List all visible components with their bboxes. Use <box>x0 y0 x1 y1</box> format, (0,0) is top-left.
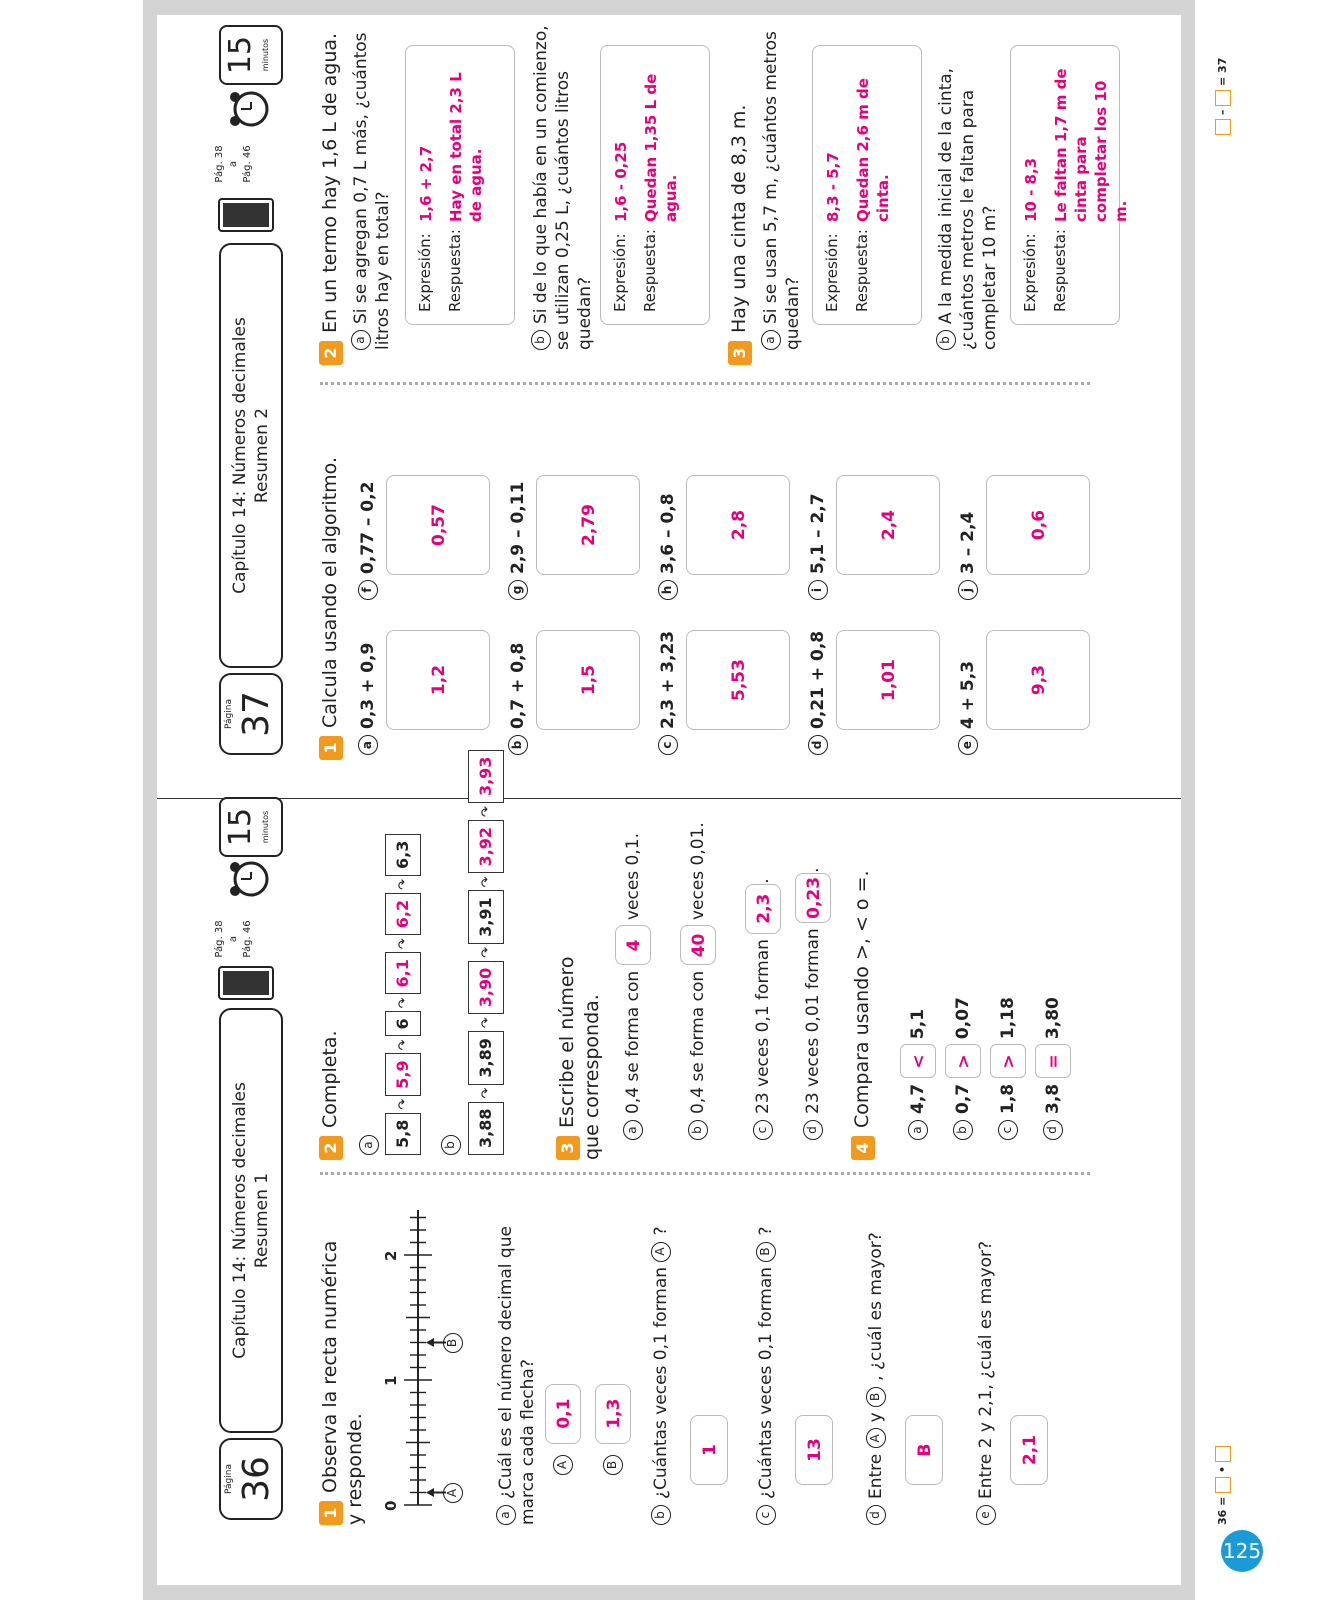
q2-badge: 2 <box>319 1136 343 1160</box>
q3c-answer: 2,3 <box>745 884 781 934</box>
q2a-item: 6 <box>385 1011 421 1036</box>
q2a-letter: a <box>351 330 371 350</box>
q3b-letter: b <box>936 330 956 350</box>
calc-expression: 3 – 2,4 <box>958 511 978 574</box>
time-value: 15 <box>223 807 258 847</box>
q1a-marker-a: A <box>553 1455 573 1475</box>
q4d-answer: = <box>1035 1044 1071 1078</box>
calc-letter: j <box>958 580 978 600</box>
q1a-marker-b: B <box>603 1455 623 1475</box>
calc-item-g <box>508 482 528 600</box>
tick-label-0: 0 <box>382 1500 400 1511</box>
q1d-post: , ¿cuál es mayor? <box>866 1232 886 1381</box>
q1e-text: Entre 2 y 2,1, ¿cuál es mayor? <box>976 1240 996 1499</box>
number-line <box>382 1205 462 1525</box>
expr-label: Expresión: <box>823 233 841 312</box>
footer-text: 36 = <box>1216 1496 1229 1525</box>
q1a-letter: a <box>496 1505 516 1525</box>
ref-to-word: a <box>228 935 239 943</box>
chapter-header <box>219 243 283 668</box>
time-unit: minutos <box>261 810 270 844</box>
q3c-text: 23 veces 0,1 forman <box>753 939 773 1114</box>
q3a-letter: a <box>623 1120 643 1140</box>
calc-item-c <box>658 631 678 755</box>
q1d-pre: Entre <box>866 1453 886 1499</box>
tick-label-2: 2 <box>382 1250 400 1261</box>
q2b-item: 3,89 <box>468 1031 504 1084</box>
ref-from: Pág. 38 <box>214 920 225 958</box>
q4b-answer: > <box>945 1044 981 1078</box>
q1b-end: ? <box>651 1226 671 1236</box>
expr-label: Expresión: <box>416 233 434 312</box>
q1d-letter: d <box>866 1505 886 1525</box>
calc-expression: 0,21 + 0,8 <box>808 630 828 729</box>
q2b-expression: 1,6 - 0,25 <box>612 141 630 222</box>
q3a-letter: a <box>761 330 781 350</box>
calc-expression: 0,3 + 0,9 <box>358 642 378 729</box>
q3c-letter: c <box>753 1120 773 1140</box>
q3b-answer-box <box>1010 45 1130 325</box>
q2b-item: 3,90 <box>468 961 504 1014</box>
q4a-left: 4,7 <box>908 1083 928 1114</box>
q3a-answer-box <box>812 45 922 325</box>
footer-text: = 37 <box>1216 57 1229 86</box>
page-number: 37 <box>236 691 277 737</box>
calc-item-i <box>808 493 828 600</box>
q3c <box>745 810 781 1140</box>
q2a-item: 6,3 <box>385 834 421 876</box>
q2a-text: Si se agregan 0,7 L más, ¿cuántos litros hay en total? <box>351 32 393 350</box>
ref-to-word: a <box>228 160 239 168</box>
q4c-letter: c <box>998 1120 1018 1140</box>
q4d-right: 3,80 <box>1043 997 1063 1040</box>
q3c-tail: . <box>753 878 773 884</box>
q2a-item: 6,1 <box>385 952 421 994</box>
q2b-letter: b <box>531 330 551 350</box>
calc-answer: 1,2 <box>386 630 490 730</box>
calc-expression: 0,7 + 0,8 <box>508 642 528 729</box>
q2-title: En un termo hay 1,6 L de agua. <box>319 32 341 333</box>
calc-answer: 0,57 <box>386 475 490 575</box>
book-reference <box>213 138 281 190</box>
page-number-box <box>219 1438 283 1520</box>
q2a-letter: a <box>359 1135 379 1155</box>
q3b-answer: 40 <box>680 925 716 965</box>
q1c-text: ¿Cuántas veces 0,1 forman <box>756 1266 776 1499</box>
calc-answer: 2,8 <box>686 475 790 575</box>
q3a-answer: 4 <box>615 925 651 965</box>
q2a <box>350 20 394 350</box>
page-37 <box>0 10 1339 795</box>
calc-expression: 3,6 – 0,8 <box>658 493 678 574</box>
q1-title-row <box>318 1235 367 1525</box>
book-icon <box>215 955 279 1003</box>
q1c <box>755 1185 777 1525</box>
resp-label: Respuesta: <box>853 229 871 312</box>
q1-badge: 1 <box>319 736 343 760</box>
q1d-marker-a: A <box>866 1428 886 1448</box>
calc-expression: 5,1 – 2,7 <box>808 493 828 574</box>
q1a-answer-a: 0,1 <box>545 1384 581 1444</box>
q1-title-row <box>318 457 343 760</box>
q4b <box>945 997 981 1140</box>
page-label: Página <box>224 1464 234 1494</box>
book-page-number: 125 <box>1221 1530 1263 1572</box>
q3-title-row <box>727 105 752 365</box>
calc-expression: 2,9 – 0,11 <box>508 481 528 574</box>
q1d-answer: B <box>905 1415 943 1485</box>
calc-letter: i <box>808 580 828 600</box>
q2b-text: Si de lo que había en un comienzo, se utilizan 0,25 L, ¿cuántos litros quedan? <box>531 25 595 350</box>
q2a-response: Hay en total 2,3 L de agua. <box>447 72 485 222</box>
calc-item-d <box>808 631 828 755</box>
q1-badge: 1 <box>319 1501 343 1525</box>
q1a <box>495 1195 539 1525</box>
q2a-sequence: 5,8↷5,9↷6↷6,1↷6,2↷6,3 <box>385 834 421 1155</box>
resp-label: Respuesta: <box>1051 229 1069 312</box>
q2a-item: 5,9 <box>385 1053 421 1095</box>
q4c-answer: > <box>990 1044 1026 1078</box>
calc-answer: 5,53 <box>686 630 790 730</box>
expr-label: Expresión: <box>611 233 629 312</box>
calc-item-a <box>358 643 378 755</box>
calc-expression: 0,77 – 0,2 <box>358 481 378 574</box>
q2a-expression: 1,6 + 2,7 <box>417 145 435 222</box>
chapter-header <box>219 1008 283 1433</box>
time-value: 15 <box>223 35 258 75</box>
q4a-right: 5,1 <box>908 1008 928 1040</box>
calc-expression: 2,3 + 3,23 <box>658 630 678 729</box>
q3a-text: 0,4 se forma con <box>623 970 643 1114</box>
page-number: 36 <box>236 1456 277 1502</box>
time-box <box>219 25 283 85</box>
time-unit: minutos <box>261 38 270 72</box>
page-number-box <box>219 673 283 755</box>
q4b-letter: b <box>953 1120 973 1140</box>
q3b <box>680 810 716 1140</box>
q3b-tail: veces 0,01. <box>688 822 708 921</box>
q4a-answer: < <box>900 1044 936 1078</box>
q2-badge: 2 <box>319 341 343 365</box>
q1-title: Calcula usando el algoritmo. <box>319 457 341 728</box>
q3d <box>795 810 831 1140</box>
calc-answer: 2,4 <box>836 475 940 575</box>
summary-title: Resumen 2 <box>252 407 272 504</box>
q3-title: Hay una cinta de 8,3 m. <box>728 104 750 333</box>
calc-answer: 1,5 <box>536 630 640 730</box>
tick-label-1: 1 <box>382 1375 400 1386</box>
calc-letter: g <box>508 580 528 600</box>
ref-to: Pág. 46 <box>242 920 253 958</box>
q2a-answer-box <box>405 45 515 325</box>
q1b <box>650 1185 672 1525</box>
calc-letter: e <box>958 735 978 755</box>
q4c-left: 1,8 <box>998 1083 1018 1114</box>
calc-item-f <box>358 482 378 600</box>
q2b-item: 3,88 <box>468 1102 504 1155</box>
q3a-tail: veces 0,1. <box>623 833 643 921</box>
q4d <box>1035 997 1071 1140</box>
q4-title-row <box>850 870 875 1160</box>
book-icon <box>215 187 279 235</box>
q1d-mid: y <box>866 1412 886 1423</box>
calc-letter: a <box>358 735 378 755</box>
calc-letter: d <box>808 735 828 755</box>
q2b <box>530 20 596 350</box>
q3a <box>615 810 651 1140</box>
q2b-sequence: 3,88↷3,89↷3,90↷3,91↷3,92↷3,93 <box>468 750 504 1155</box>
q2b-letter: b <box>441 1135 461 1155</box>
ref-to: Pág. 46 <box>242 145 253 183</box>
q3d-letter: d <box>803 1120 823 1140</box>
q4d-left: 3,8 <box>1043 1083 1063 1114</box>
q3b-text: 0,4 se forma con <box>688 970 708 1114</box>
q1d <box>865 1185 887 1525</box>
q2-title: Completa. <box>319 1030 341 1128</box>
page36-footer: 36 = • <box>1215 1446 1231 1525</box>
q3b-letter: b <box>688 1120 708 1140</box>
q3a-response: Quedan 2,6 m de cinta. <box>854 78 892 222</box>
calc-answer: 2,79 <box>536 475 640 575</box>
page37-footer: – = 37 <box>1215 58 1231 135</box>
q1d-marker-b: B <box>866 1387 886 1407</box>
calc-item-h <box>658 493 678 600</box>
q2a-item: 6,2 <box>385 893 421 935</box>
page-36 <box>0 756 1339 1585</box>
calc-answer: 0,6 <box>986 475 1090 575</box>
q4a <box>900 1009 936 1140</box>
q4a-letter: a <box>908 1120 928 1140</box>
q3-badge: 3 <box>556 1136 580 1160</box>
q4c-right: 1,18 <box>998 997 1018 1040</box>
chapter-title: Capítulo 14: Números decimales <box>230 317 250 594</box>
q1b-text: ¿Cuántas veces 0,1 forman <box>651 1266 671 1499</box>
q1a-text: ¿Cuál es el número decimal que marca cada flecha? <box>496 1226 538 1525</box>
column-separator <box>320 382 1090 385</box>
q3-title: Escribe el número que corresponda. <box>556 956 603 1160</box>
column-separator <box>320 1172 1090 1175</box>
q3d-tail: . <box>803 867 823 873</box>
q1b-letter: b <box>651 1505 671 1525</box>
resp-label: Respuesta: <box>641 229 659 312</box>
calc-expression: 4 + 5,3 <box>958 660 978 729</box>
q1c-marker: B <box>756 1242 776 1262</box>
time-box <box>219 797 283 857</box>
q2b-response: Quedan 1,35 L de agua. <box>642 73 680 222</box>
q1-title: Observa la recta numérica y responde. <box>319 1240 366 1525</box>
calc-answer: 9,3 <box>986 630 1090 730</box>
q3d-answer: 0,23 <box>795 873 831 923</box>
expr-label: Expresión: <box>1021 233 1039 312</box>
q3d-text: 23 veces 0,01 forman <box>803 928 823 1114</box>
q2b-item: 3,91 <box>468 890 504 943</box>
q3b <box>935 20 1001 350</box>
chapter-title: Capítulo 14: Números decimales <box>230 1082 250 1359</box>
q3a-text: Si se usan 5,7 m, ¿cuántos metros quedan? <box>761 31 803 350</box>
q2b-item: 3,92 <box>468 820 504 873</box>
q1c-end: ? <box>756 1226 776 1236</box>
q3a-expression: 8,3 - 5,7 <box>824 152 842 222</box>
alarm-clock-icon <box>215 855 279 903</box>
calc-letter: b <box>508 735 528 755</box>
q4b-left: 0,7 <box>953 1083 973 1114</box>
q1e-letter: e <box>976 1505 996 1525</box>
q4c <box>990 997 1026 1140</box>
q1a-answer-a-row <box>545 1384 581 1475</box>
resp-label: Respuesta: <box>446 229 464 312</box>
q4d-letter: d <box>1043 1120 1063 1140</box>
q2a-item: 5,8 <box>385 1113 421 1155</box>
marker-b: B <box>443 1333 463 1353</box>
q4-title: Compara usando >, < o =. <box>851 870 873 1128</box>
q4-badge: 4 <box>851 1136 875 1160</box>
q1e <box>975 1185 997 1525</box>
q1a-answer-b: 1,3 <box>595 1384 631 1444</box>
q2-title-row <box>318 1030 343 1160</box>
q3b-text: A la medida inicial de la cinta, ¿cuántos metros le faltan para completar 10 m? <box>936 67 1000 350</box>
calc-letter: f <box>358 580 378 600</box>
q2-title-row <box>318 33 343 365</box>
q1e-answer: 2,1 <box>1010 1415 1048 1485</box>
alarm-clock-icon <box>215 85 279 133</box>
q3b-expression: 10 - 8,3 <box>1022 157 1040 222</box>
q3a <box>760 20 804 350</box>
calc-letter: h <box>658 580 678 600</box>
q1b-answer: 1 <box>690 1415 728 1485</box>
q2b-item: 3,93 <box>468 750 504 803</box>
calc-item-e <box>958 661 978 755</box>
ref-from: Pág. 38 <box>214 145 225 183</box>
q3b-response: Le faltan 1,7 m de cinta para completar los 10 m. <box>1052 68 1130 222</box>
q1c-answer: 13 <box>795 1415 833 1485</box>
page-label: Página <box>224 699 234 729</box>
q3-title-row <box>555 940 604 1160</box>
calc-letter: c <box>658 735 678 755</box>
q2b-answer-box <box>600 45 710 325</box>
marker-a: A <box>443 1483 463 1503</box>
q3-badge: 3 <box>728 341 752 365</box>
q4b-right: 0,07 <box>953 997 973 1040</box>
q1c-letter: c <box>756 1505 776 1525</box>
summary-title: Resumen 1 <box>252 1172 272 1269</box>
calc-item-j <box>958 512 978 600</box>
q1a-answer-b-row <box>595 1384 631 1475</box>
q1b-marker: A <box>651 1242 671 1262</box>
calc-answer: 1,01 <box>836 630 940 730</box>
calc-item-b <box>508 643 528 755</box>
